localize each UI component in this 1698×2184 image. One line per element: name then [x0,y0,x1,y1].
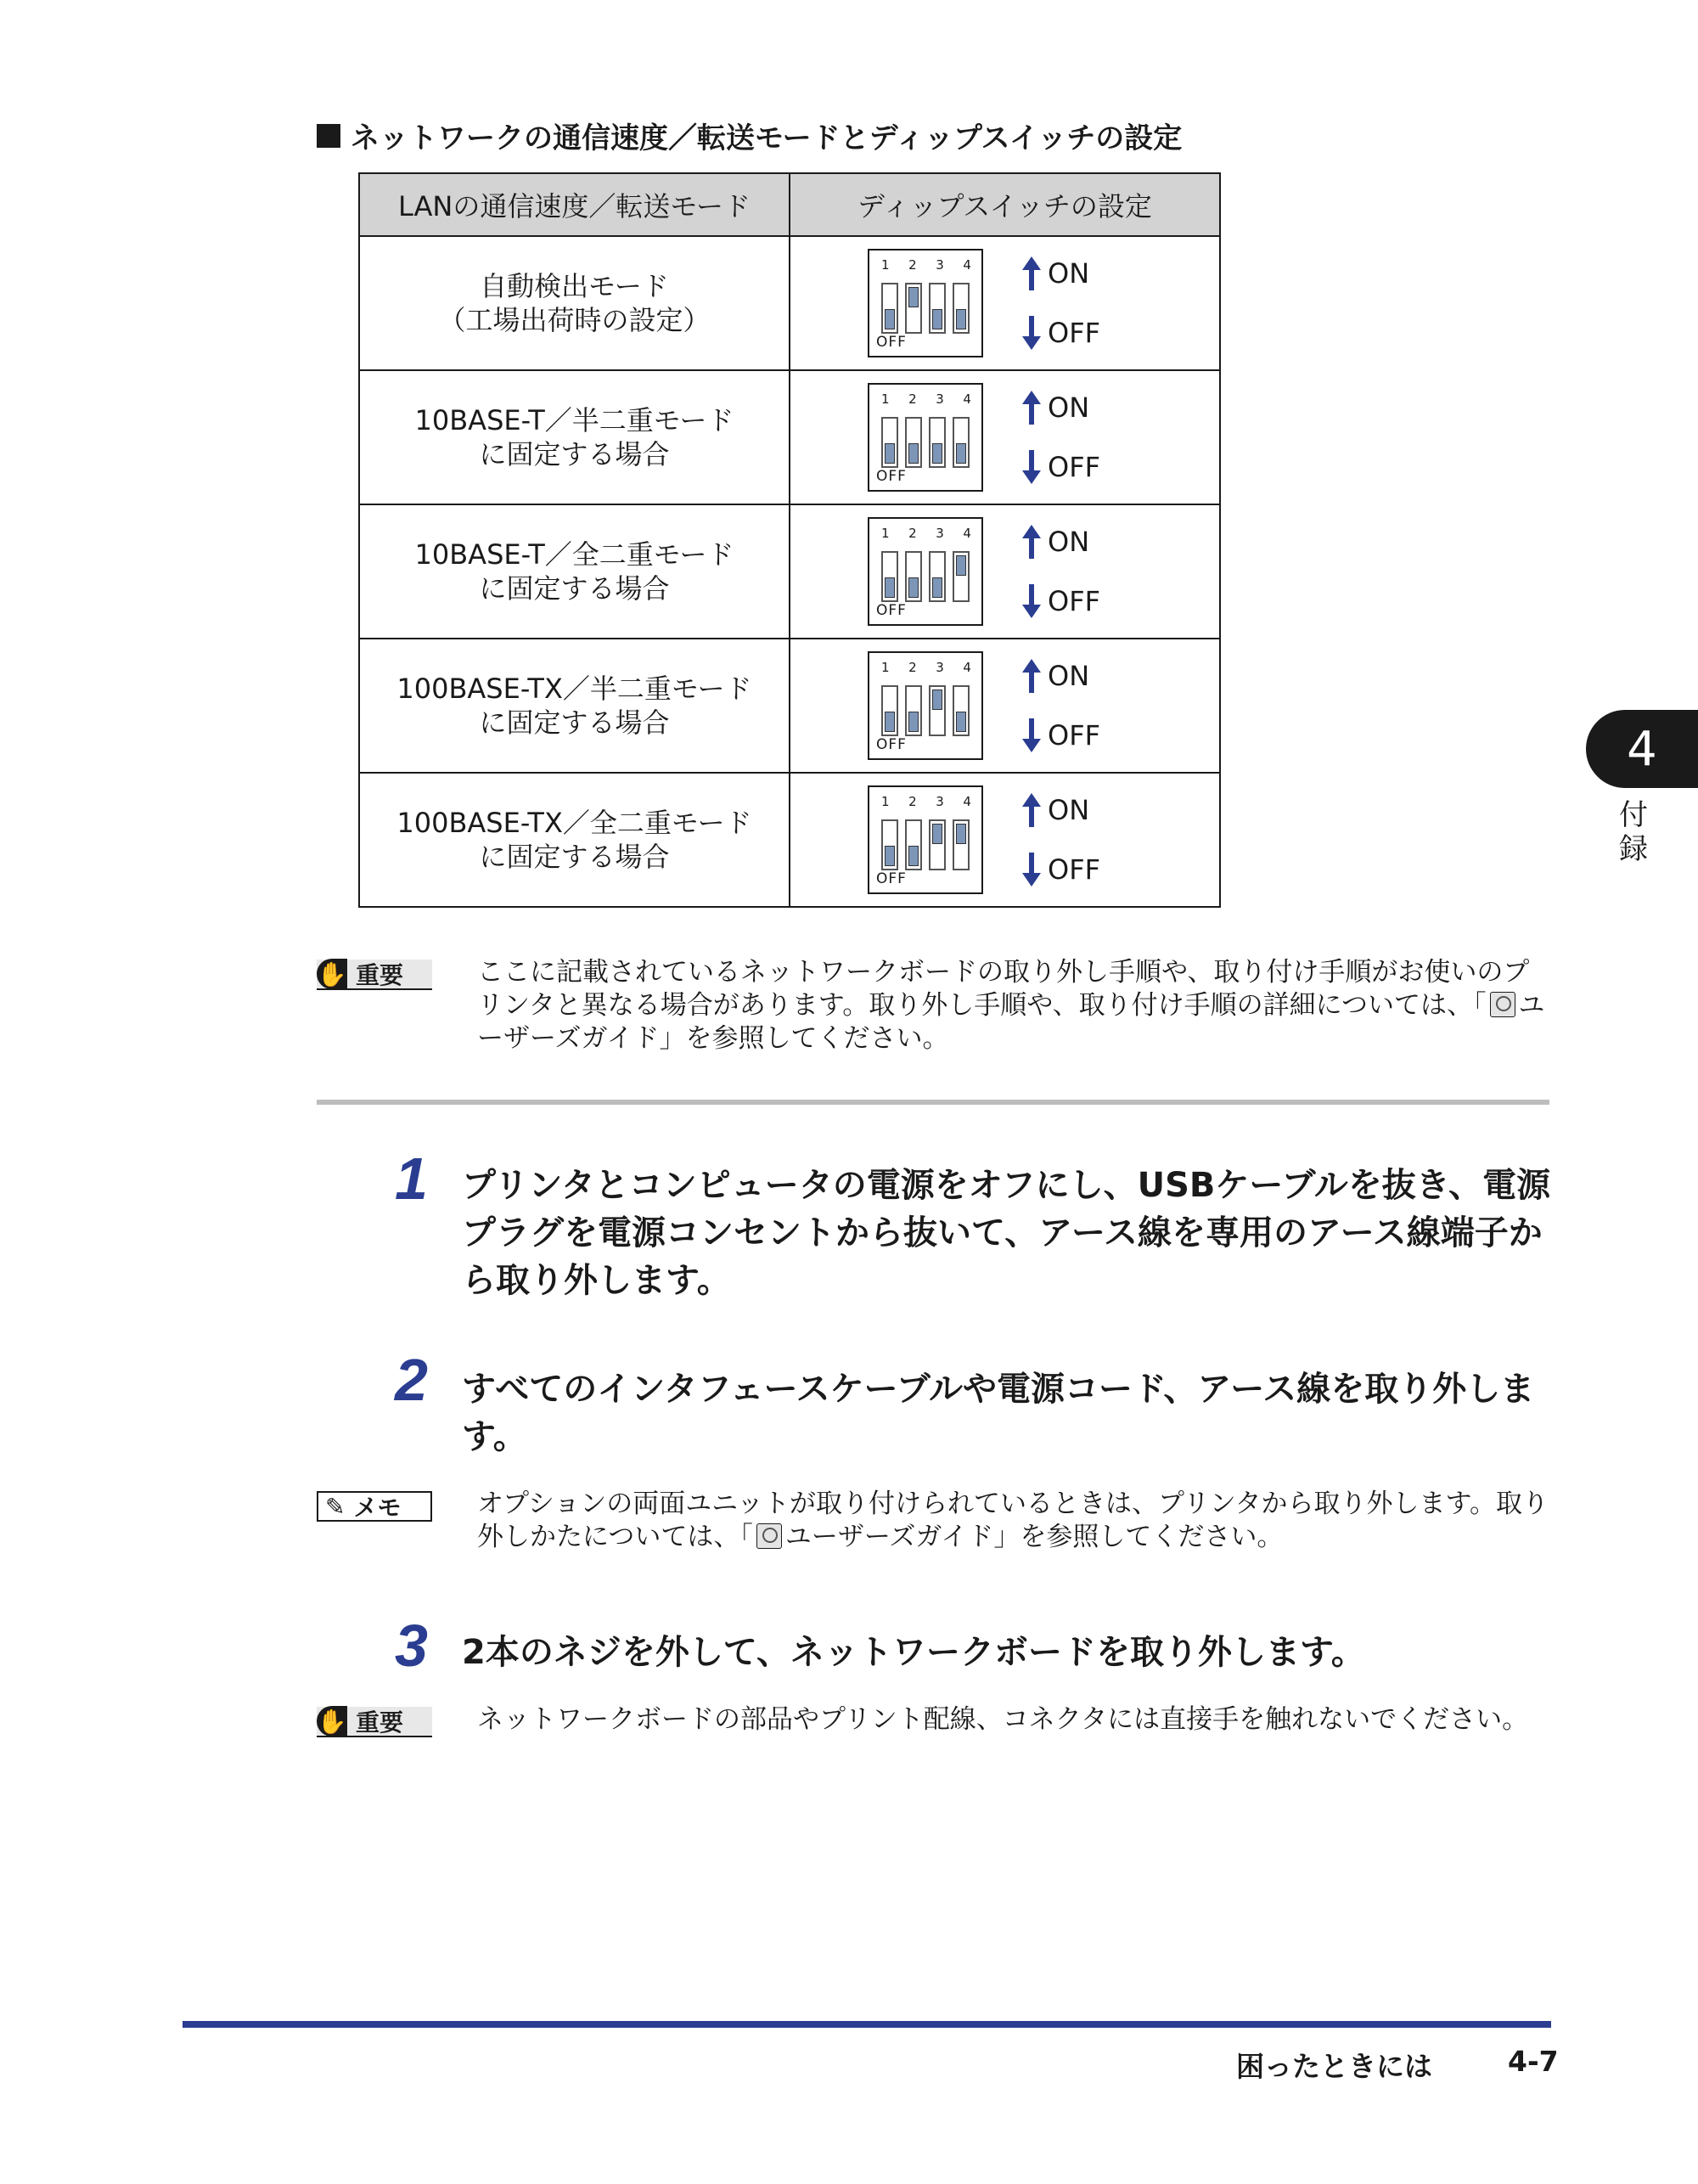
switch-slot [953,819,970,870]
header-dip-setting: ディップスイッチの設定 [790,173,1220,236]
dip-switch-diagram [868,517,983,626]
switch-number: 4 [963,391,971,407]
footer-chapter-title: 困ったときには [1236,2050,1432,2083]
arrow-up-icon [1022,525,1041,559]
switch-number: 3 [936,660,944,675]
section-title: ネットワークの通信速度／転送モードとディップスイッチの設定 [351,121,1183,155]
switch-slot [905,551,922,602]
mode-text: （工場出荷時の設定） [438,304,711,336]
mode-text: 自動検出モード [480,270,669,302]
switch-slot [881,819,898,870]
step-text-3: 2本のネジを外して、ネットワークボードを取り外します。 [462,1633,1365,1672]
switch-knob-off [932,577,942,598]
switch-knob-off [908,577,919,598]
arrow-down-icon [1022,450,1041,484]
switch-number: 3 [936,526,944,541]
mode-cell [359,639,790,773]
step-text-2: すべてのインタフェースケーブルや電源コード、アース線を取り外します。 [462,1370,1535,1456]
legend-on: ON [1022,391,1100,425]
switch-knob-off [885,846,895,866]
switch-knob-on [956,824,966,844]
mode-text: に固定する場合 [479,572,670,605]
switch-number: 2 [908,660,917,675]
switch-cell [790,773,1220,907]
legend-on: ON [1022,525,1100,559]
switch-slot [905,819,922,870]
switch-slot [953,551,970,602]
legend-off: OFF [1022,316,1100,350]
mode-text: 100BASE-TX／半二重モード [396,673,752,705]
chapter-tab-label: 付録 [1619,798,1648,866]
switch-slot [929,551,946,602]
step-text-1: プリンタとコンピュータの電源をオフにし、USBケーブルを抜き、電源プラグを電源コンセントから抜いて、アース線を専用のアース線端子から取り外します。 [462,1166,1551,1300]
switch-number: 2 [908,794,917,809]
switch-number: 1 [881,794,890,809]
switch-knob-off [885,577,895,598]
switch-knob-off [956,443,966,464]
switch-slot [929,417,946,468]
mode-text: に固定する場合 [479,438,670,470]
hand-icon: ✋ [317,1707,347,1736]
section-heading [317,115,1182,156]
switch-legend [1022,793,1100,887]
switch-number: 4 [963,257,971,273]
switch-knob-off [908,443,919,464]
square-bullet-icon [317,124,340,148]
legend-off: OFF [1022,853,1100,887]
dip-switch-diagram [868,651,983,760]
footer-rule [183,2021,1551,2028]
legend-off: OFF [1022,450,1100,484]
switch-cell [790,639,1220,773]
arrow-down-icon [1022,853,1041,887]
switch-cell [790,504,1220,639]
important-note-text: ここに記載されているネットワークボードの取り外し手順や、取り付け手順がお使いのプリンタと異なる場合があります。取り外し手順や、取り付け手順の詳細については、「 ユーザーズガイド」を参照してください。 [477,957,1545,1054]
chapter-tab: 4 [1586,710,1698,788]
switch-number: 2 [908,257,917,273]
switch-number: 2 [908,391,917,407]
cdrom-icon [756,1523,782,1549]
switch-knob-off [908,712,919,732]
switch-legend [1022,525,1100,618]
switch-number: 4 [963,660,971,675]
mode-text: 10BASE-T／半二重モード [414,404,734,436]
switch-slot [929,819,946,870]
mode-cell [359,370,790,504]
legend-off: OFF [1022,584,1100,618]
step-number-2: 2 [395,1347,428,1413]
mode-text: 10BASE-T／全二重モード [414,538,734,571]
memo-text: オプションの両面ユニットが取り付けられているときは、プリンタから取り外します。取り外しかたについては、「 ユーザーズガイド」を参照してください。 [477,1489,1549,1552]
legend-on: ON [1022,256,1100,290]
switch-slot [953,685,970,736]
switch-knob-on [932,690,942,710]
switch-cell [790,370,1220,504]
switch-slot [881,685,898,736]
switch-legend [1022,659,1100,752]
switch-slot [905,283,922,334]
hand-icon: ✋ [317,960,347,988]
arrow-down-icon [1022,316,1041,350]
switch-slot [953,283,970,334]
switch-number: 1 [881,391,890,407]
arrow-up-icon [1022,391,1041,425]
switch-number: 1 [881,660,890,675]
page-number: 4-7 [1508,2045,1559,2078]
off-label: OFF [876,870,907,887]
table-header-row [359,173,1220,236]
table-row [359,639,1220,773]
arrow-down-icon [1022,584,1041,618]
switch-slot [905,685,922,736]
mode-text: に固定する場合 [479,706,670,739]
table-row [359,504,1220,639]
switch-slot [881,283,898,334]
switch-knob-off [908,846,919,866]
legend-on: ON [1022,659,1100,693]
switch-number: 1 [881,526,890,541]
off-label: OFF [876,334,907,351]
switch-slot [881,551,898,602]
switch-knob-off [885,443,895,464]
switch-knob-off [932,309,942,329]
switch-knob-on [956,555,966,576]
table-row [359,370,1220,504]
switch-number: 3 [936,391,944,407]
switch-slot [881,417,898,468]
switch-knob-off [956,712,966,732]
switch-legend [1022,256,1100,350]
switch-number: 1 [881,257,890,273]
important-label: ✋ 重要 [317,1707,432,1737]
switch-slot [929,685,946,736]
dip-switch-table [358,172,1221,908]
mode-cell [359,504,790,639]
switch-knob-off [932,443,942,464]
off-label: OFF [876,602,907,619]
step-number-3: 3 [395,1613,428,1679]
arrow-up-icon [1022,256,1041,290]
switch-knob-on [932,824,942,844]
step-number-1: 1 [395,1145,428,1212]
switch-knob-on [908,287,919,307]
dip-switch-diagram [868,249,983,357]
memo-label: ✎ メモ [317,1491,432,1522]
pencil-icon: ✎ [325,1492,346,1521]
arrow-up-icon [1022,793,1041,827]
table-row [359,773,1220,907]
dip-switch-diagram [868,785,983,894]
switch-knob-off [885,309,895,329]
switch-number: 3 [936,257,944,273]
switch-cell [790,236,1220,370]
off-label: OFF [876,736,907,753]
legend-on: ON [1022,793,1100,827]
switch-number: 4 [963,526,971,541]
table-row [359,236,1220,370]
mode-text: 100BASE-TX／全二重モード [396,807,752,839]
switch-legend [1022,391,1100,484]
important-label: ✋ 重要 [317,960,432,990]
mode-cell [359,236,790,370]
cdrom-icon [1490,992,1515,1017]
important-note-text: ネットワークボードの部品やプリント配線、コネクタには直接手を触れないでください。 [477,1704,1529,1735]
switch-slot [905,417,922,468]
off-label: OFF [876,468,907,485]
dip-switch-diagram [868,383,983,492]
switch-number: 2 [908,526,917,541]
switch-knob-off [885,712,895,732]
switch-number: 4 [963,794,971,809]
arrow-up-icon [1022,659,1041,693]
header-lan-mode: LANの通信速度／転送モード [359,173,790,236]
arrow-down-icon [1022,718,1041,752]
switch-slot [929,283,946,334]
switch-number: 3 [936,794,944,809]
mode-cell [359,773,790,907]
switch-slot [953,417,970,468]
section-divider [317,1100,1549,1105]
switch-knob-off [956,309,966,329]
legend-off: OFF [1022,718,1100,752]
mode-text: に固定する場合 [479,841,670,873]
